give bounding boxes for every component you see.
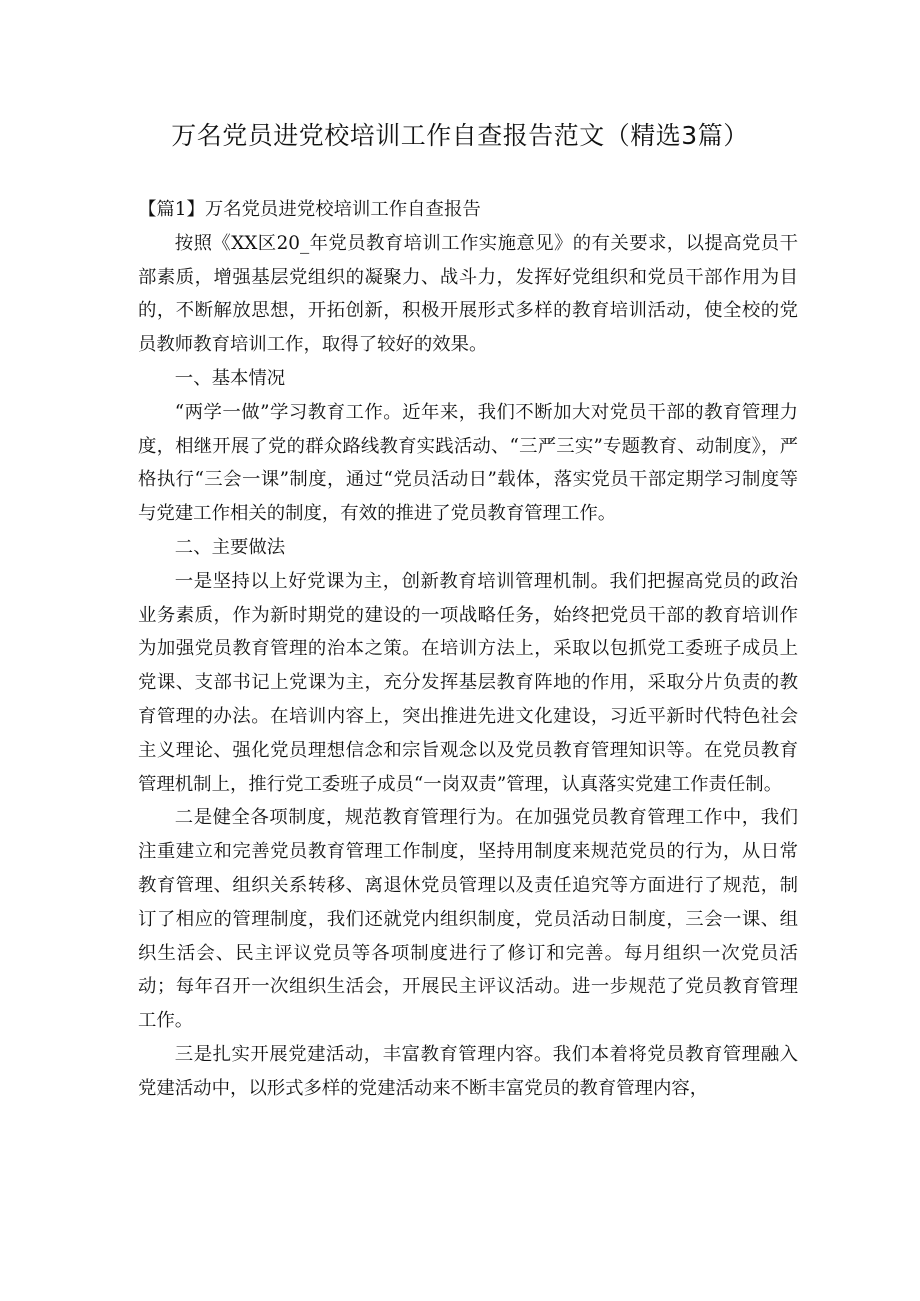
intro-paragraph: 按照《XX区20_年党员教育培训工作实施意见》的有关要求，以提高党员干部素质，增强基层党组织的凝聚力、战斗力，发挥好党组织和党员干部作用为目的，不断解放思想，开拓创新，积极开展形式多样的教育培训活动，使全校的党员教师教育培训工作，取得了较好的效果。 (138, 232, 798, 356)
section-heading-basic-situation: 一、基本情况 (174, 367, 286, 389)
practice-paragraph-2: 二是健全各项制度，规范教育管理行为。在加强党员教育管理工作中，我们注重建立和完善党员教育管理工作制度，坚持用制度来规范党员的行为，从日常教育管理、组织关系转移、离退休党员管理以及责任追究等方面进行了规范，制订了相应的管理制度，我们还就党内组织制度，党员活动日制度，三会一课、组织生活会、民主评议党员等各项制度进行了修订和完善。每月组织一次党员活动；每年召开一次组织生活会，开展民主评议活动。进一步规范了党员教育管理工作。 (138, 807, 798, 1032)
document-title: 万名党员进党校培训工作自查报告范文（精选3篇） (171, 121, 749, 150)
document-body (138, 193, 798, 1106)
practice-paragraph-3: 三是扎实开展党建活动，丰富教育管理内容。我们本着将党员教育管理融入党建活动中，以形式多样的党建活动来不断丰富党员的教育管理内容， (138, 1043, 798, 1099)
section-heading-main-practices: 二、主要做法 (174, 536, 286, 558)
practice-paragraph-1: 一是坚持以上好党课为主，创新教育培训管理机制。我们把握高党员的政治业务素质，作为新时期党的建设的一项战略任务，始终把党员干部的教育培训作为加强党员教育管理的治本之策。在培训方法上，采取以包抓党工委班子成员上党课、支部书记上党课为主，充分发挥基层教育阵地的作用，采取分片负责的教育管理的办法。在培训内容上，突出推进先进文化建设，习近平新时代特色社会主义理论、强化党员理想信念和宗旨观念以及党员教育管理知识等。在党员教育管理机制上，推行党工委班子成员“一岗双责”管理，认真落实党建工作责任制。 (138, 570, 798, 795)
basic-situation-paragraph: “两学一做”学习教育工作。近年来，我们不断加大对党员干部的教育管理力度，相继开展了党的群众路线教育实践活动、“三严三实”专题教育、动制度》，严格执行“三会一课”制度，通过“党员活动日”载体，落实党员干部定期学习制度等与党建工作相关的制度，有效的推进了党员教育管理工作。 (138, 401, 798, 525)
chapter-heading: 【篇1】万名党员进党校培训工作自查报告 (138, 199, 481, 220)
